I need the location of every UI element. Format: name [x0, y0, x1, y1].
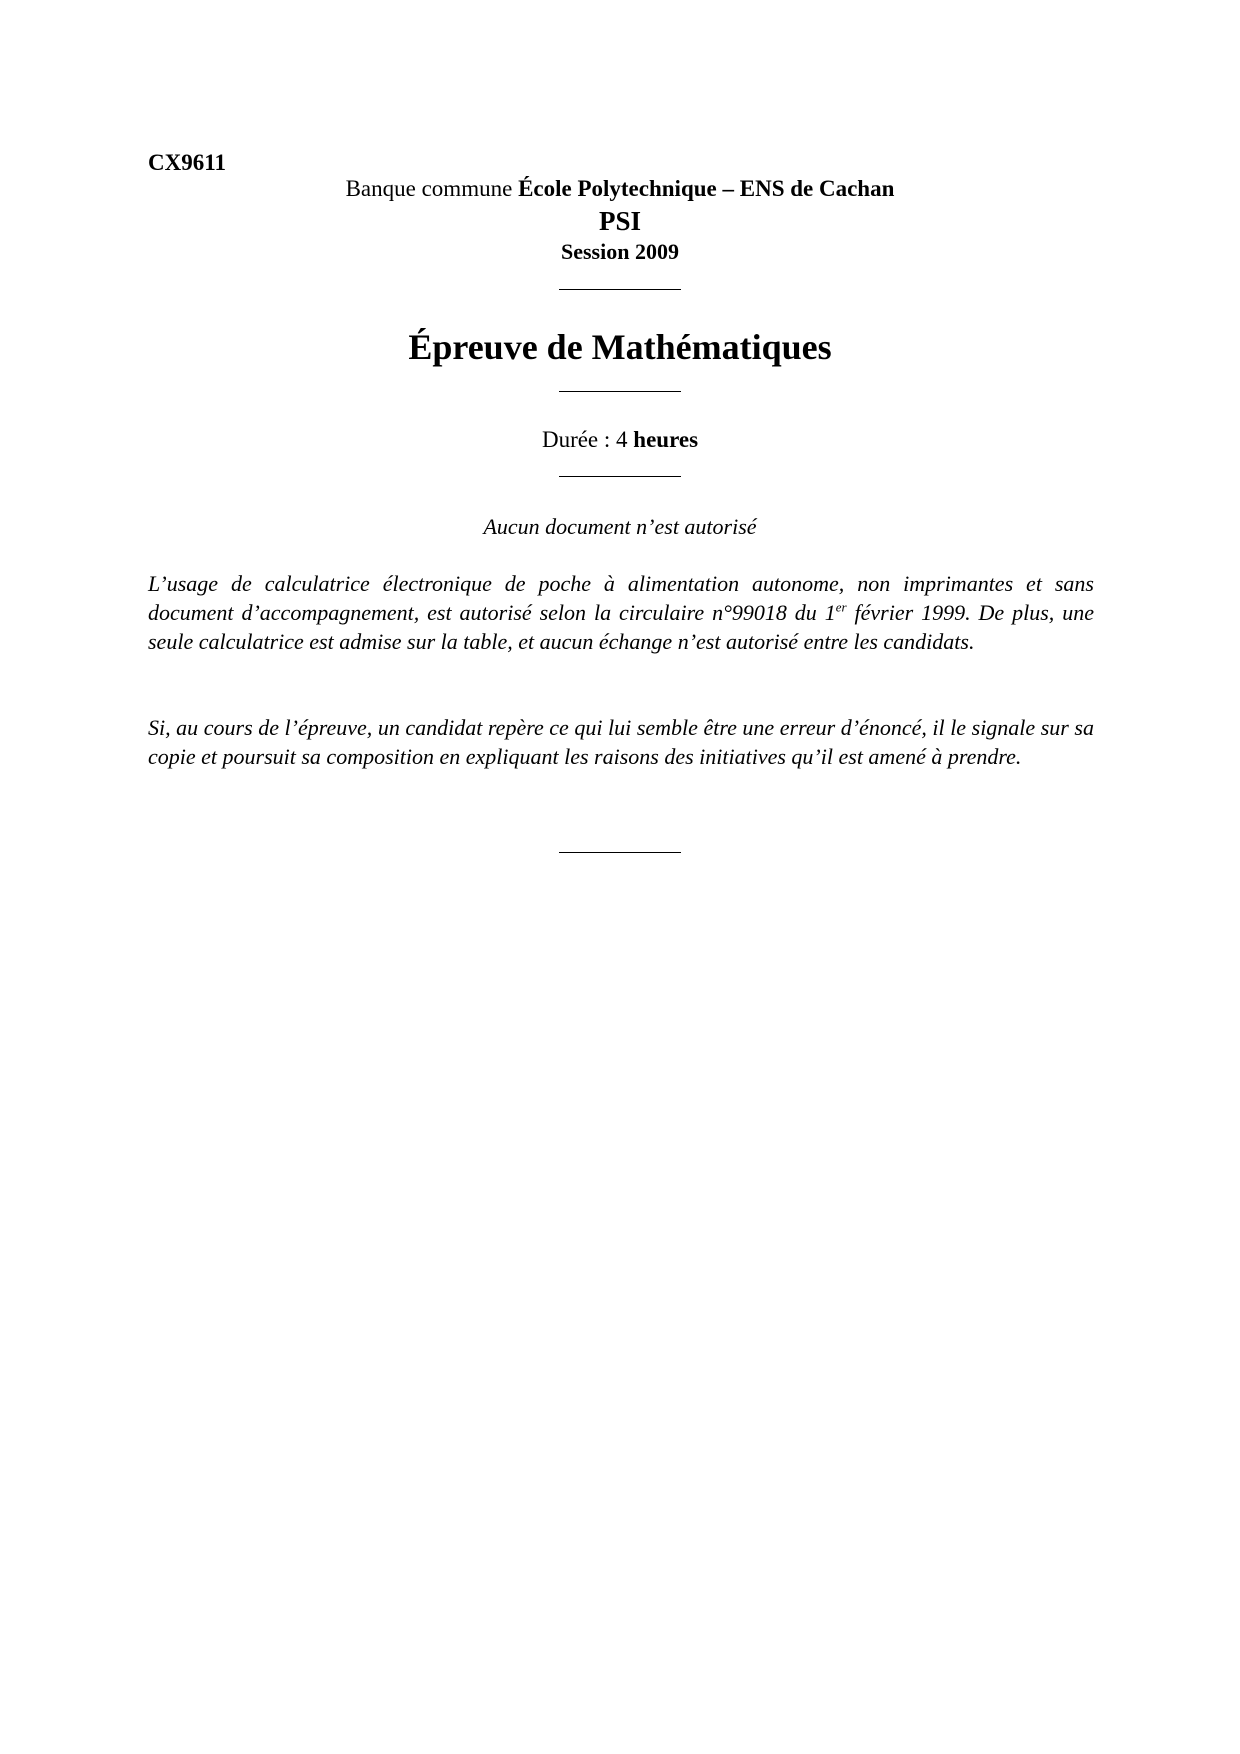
exam-title: Épreuve de Mathématiques [408, 327, 832, 367]
exam-code: CX9611 [148, 150, 226, 175]
error-notice-paragraph: Si, au cours de l’épreuve, un candidat repère ce qui lui semble être une erreur d’énoncé, il le signale sur sa copie et poursuit sa composition en expliquant les raisons des initiatives qu’il est amené à prendre. [148, 715, 1094, 769]
session-year: Session 2009 [561, 239, 679, 264]
bank-name: École Polytechnique – ENS de Cachan [518, 176, 895, 201]
exam-duration [0, 425, 1240, 455]
separator-rule-3 [559, 476, 681, 477]
separator-rule-4 [559, 852, 681, 853]
ordinal-superscript: er [835, 599, 847, 615]
calculator-rules-text-2: février 1999. De plus, une seule calculatrice est admise sur la table, et aucun échange n’est autorisé entre les candidats. [148, 600, 1095, 654]
exam-bank-line [0, 174, 1240, 204]
separator-rule-1 [559, 289, 681, 290]
calculator-rules-paragraph [148, 569, 1094, 656]
track-name: PSI [598, 206, 642, 236]
duration-unit: heures [633, 427, 699, 452]
separator-rule-2 [559, 391, 681, 392]
no-document-notice: Aucun document n’est autorisé [483, 514, 757, 539]
duration-label: Durée : 4 [541, 427, 634, 452]
bank-prefix: Banque commune [345, 176, 519, 201]
calculator-rules-text-1: L’usage de calculatrice électronique de poche à alimentation autonome, non imprimantes et sans document d’accompagnement, est autorisé selon la circulaire n°99018 du 1 [148, 571, 1094, 625]
